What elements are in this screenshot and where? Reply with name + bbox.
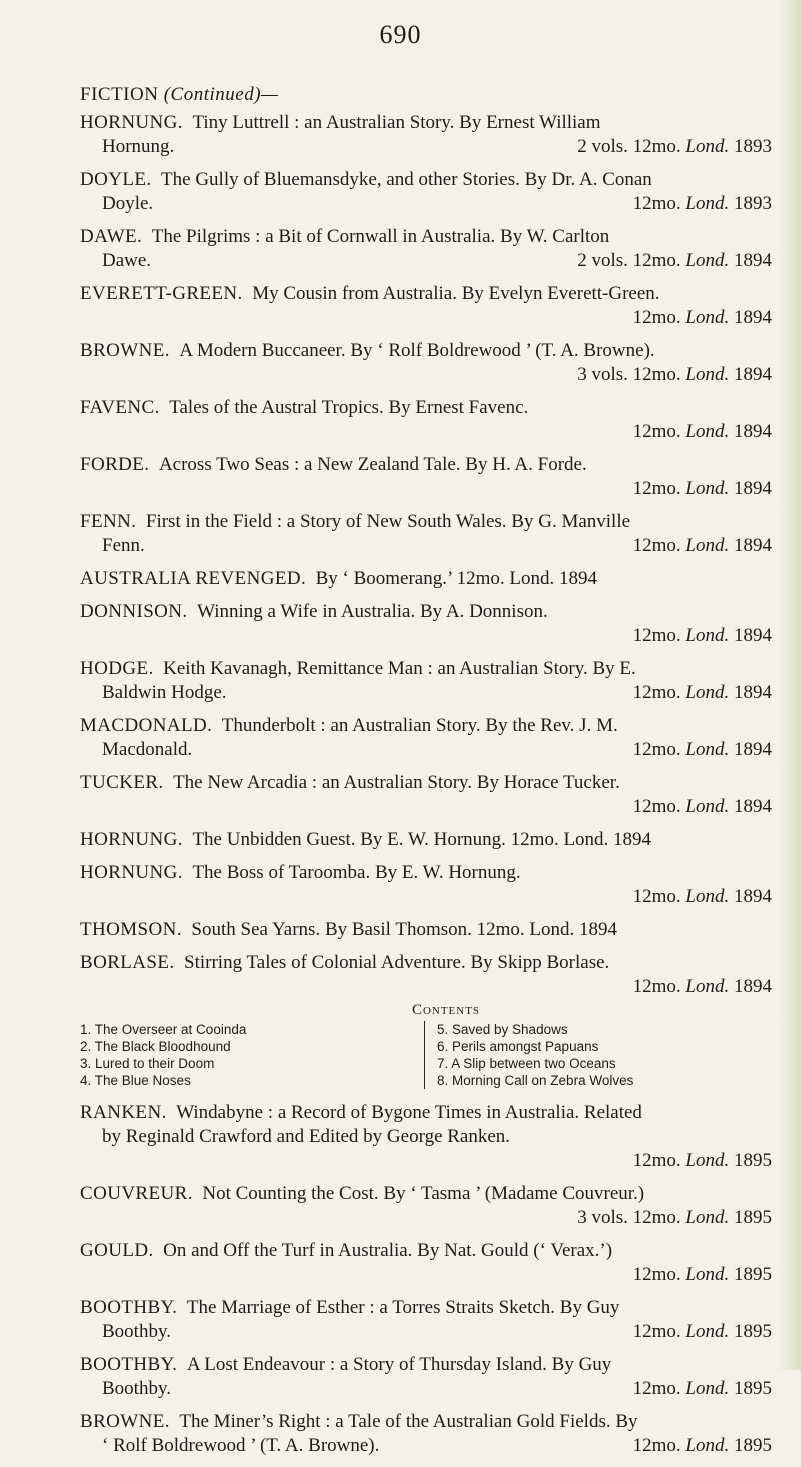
entry-year: 1894 [734, 625, 772, 646]
entry-year: 1895 [734, 1321, 772, 1342]
entry-place: Lond. [685, 307, 730, 328]
entry-continuation: Fenn. [102, 535, 145, 556]
entry-format: 12mo. [632, 535, 681, 556]
entry-title: The Pilgrims : a Bit of Cornwall in Australia. By W. Carlton [151, 226, 610, 247]
entry-place: Lond. [685, 535, 730, 556]
entry-first-line [80, 861, 772, 885]
entry-year: 1895 [734, 1150, 772, 1171]
contents-item: 1. The Overseer at Cooinda [80, 1022, 247, 1037]
entry-format: 12mo. [632, 739, 681, 760]
entry-format: 12mo. [632, 886, 681, 907]
entry-title: South Sea Yarns. By Basil Thomson. 12mo. Lond. 1894 [191, 919, 618, 940]
section-title: FICTION [80, 84, 159, 105]
entry-author: DONNISON. [80, 601, 188, 622]
page-number: 690 [379, 20, 422, 49]
entry-imprint [633, 534, 772, 558]
entry-format: 12mo. [632, 478, 681, 499]
entry-first-line [80, 1101, 772, 1125]
entry-continuation: by Reginald Crawford and Edited by George Ranken. [102, 1126, 511, 1147]
contents-left-column [80, 1021, 425, 1089]
entry-author: FORDE. [80, 454, 150, 475]
catalogue-entry [80, 1353, 772, 1401]
catalogue-entry [80, 714, 772, 762]
entry-second-line [80, 192, 772, 216]
entry-imprint [633, 795, 772, 819]
entry-first-line [80, 111, 772, 135]
entry-imprint [633, 306, 772, 330]
catalogue-entry [80, 951, 772, 999]
entry-imprint [633, 477, 772, 501]
entry-format: 12mo. [632, 625, 681, 646]
entry-title: Winning a Wife in Australia. By A. Donnison. [197, 601, 548, 622]
entry-first-line [80, 1239, 772, 1263]
entry-imprint [577, 1206, 772, 1230]
entry-format: 12mo. [632, 1150, 681, 1171]
entry-year: 1895 [734, 1207, 772, 1228]
entry-place: Lond. [685, 1435, 730, 1456]
entry-year: 1894 [734, 478, 772, 499]
entry-place: Lond. [685, 796, 730, 817]
entry-author: HODGE. [80, 658, 154, 679]
entry-imprint [633, 975, 772, 999]
entry-place: Lond. [685, 1264, 730, 1285]
entry-first-line [80, 225, 772, 249]
entry-format: 12mo. [632, 1264, 681, 1285]
entry-imprint [633, 1149, 772, 1173]
catalogue-entry [80, 1410, 772, 1458]
entry-title: By ‘ Boomerang.’ 12mo. Lond. 1894 [315, 568, 598, 589]
entry-continuation: Doyle. [102, 193, 154, 214]
entry-author: COUVREUR. [80, 1183, 193, 1204]
entry-format: 12mo. [632, 796, 681, 817]
contents-item: 2. The Black Bloodhound [80, 1039, 231, 1054]
catalogue-entry [80, 168, 772, 216]
entry-second-line [80, 363, 772, 387]
entry-first-line [80, 453, 772, 477]
entry-year: 1895 [734, 1378, 772, 1399]
entry-place: Lond. [685, 478, 730, 499]
entry-year: 1894 [734, 682, 772, 703]
catalogue-entry [80, 1296, 772, 1344]
entry-format: 2 vols. 12mo. [577, 136, 681, 157]
contents-right-column [425, 1021, 767, 1089]
section-heading [80, 84, 278, 106]
entry-year: 1894 [734, 886, 772, 907]
entry-title: First in the Field : a Story of New South Wales. By G. Manville [145, 511, 631, 532]
entry-first-line [80, 1296, 772, 1320]
entry-second-line [80, 477, 772, 501]
entry-format: 2 vols. 12mo. [577, 250, 681, 271]
entry-format: 3 vols. 12mo. [577, 364, 681, 385]
entry-first-line [80, 282, 772, 306]
entry-title: The Miner’s Right : a Tale of the Australian Gold Fields. By [179, 1411, 638, 1432]
entry-year: 1894 [734, 364, 772, 385]
entry-title: Across Two Seas : a New Zealand Tale. By H. A. Forde. [158, 454, 587, 475]
entry-first-line [80, 567, 772, 591]
entry-title: The Marriage of Esther : a Torres Straits Sketch. By Guy [186, 1297, 620, 1318]
contents-item: 3. Lured to their Doom [80, 1056, 215, 1071]
entry-first-line [80, 396, 772, 420]
entry-year: 1894 [734, 421, 772, 442]
entry-first-line [80, 1182, 772, 1206]
entry-place: Lond. [685, 1378, 730, 1399]
contents-block [80, 1002, 772, 1089]
entry-place: Lond. [685, 421, 730, 442]
entry-continuation: Boothby. [102, 1321, 171, 1342]
catalogue-entry [80, 828, 772, 852]
entry-second-line [80, 1377, 772, 1401]
catalogue-entry [80, 1239, 772, 1287]
entry-author: AUSTRALIA REVENGED. [80, 568, 307, 589]
entry-imprint [577, 249, 772, 273]
entry-format: 12mo. [632, 193, 681, 214]
entry-first-line [80, 600, 772, 624]
catalogue-entry [80, 657, 772, 705]
entry-second-line [80, 1206, 772, 1230]
entry-imprint [633, 1434, 772, 1458]
entry-first-line [80, 1410, 772, 1434]
entry-imprint [633, 681, 772, 705]
entry-second-line [80, 1263, 772, 1287]
entry-title: The Unbidden Guest. By E. W. Hornung. 12mo. Lond. 1894 [192, 829, 652, 850]
entry-second-line [80, 738, 772, 762]
entry-title: A Modern Buccaneer. By ‘ Rolf Boldrewood ’ (T. A. Browne). [179, 340, 655, 361]
contents-item: 4. The Blue Noses [80, 1073, 191, 1088]
catalogue-entry [80, 1182, 772, 1230]
catalogue-entry [80, 771, 772, 819]
entry-continuation: Macdonald. [102, 739, 193, 760]
entry-place: Lond. [685, 682, 730, 703]
catalogue-entry [80, 861, 772, 909]
catalogue-entry [80, 510, 772, 558]
entry-author: FAVENC. [80, 397, 160, 418]
contents-title: Contents [411, 1002, 481, 1018]
entry-title: My Cousin from Australia. By Evelyn Everett-Green. [252, 283, 660, 304]
entry-year: 1893 [734, 136, 772, 157]
entry-author: DAWE. [80, 226, 143, 247]
entry-second-line [80, 534, 772, 558]
entry-author: HORNUNG. [80, 829, 183, 850]
entry-title: On and Off the Turf in Australia. By Nat. Gould (‘ Verax.’) [163, 1240, 613, 1261]
entry-format: 12mo. [632, 976, 681, 997]
entry-first-line [80, 168, 772, 192]
catalogue-entry [80, 225, 772, 273]
entry-format: 12mo. [632, 682, 681, 703]
entry-title: The Gully of Bluemansdyke, and other Stories. By Dr. A. Conan [161, 169, 652, 190]
entry-author: HORNUNG. [80, 112, 183, 133]
entry-year: 1894 [734, 796, 772, 817]
entry-place: Lond. [685, 193, 730, 214]
entry-format: 12mo. [632, 1321, 681, 1342]
entry-first-line [80, 771, 772, 795]
entry-place: Lond. [685, 886, 730, 907]
entry-author: RANKEN. [80, 1102, 167, 1123]
entry-author: THOMSON. [80, 919, 182, 940]
entry-place: Lond. [685, 364, 730, 385]
entry-title: Tales of the Austral Tropics. By Ernest Favenc. [169, 397, 529, 418]
entry-place: Lond. [685, 136, 730, 157]
entry-continuation: Dawe. [102, 250, 152, 271]
entry-imprint [633, 624, 772, 648]
contents-item: 5. Saved by Shadows [437, 1022, 568, 1037]
entry-place: Lond. [685, 1321, 730, 1342]
entry-format: 3 vols. 12mo. [577, 1207, 681, 1228]
entry-author: GOULD. [80, 1240, 154, 1261]
entry-imprint [577, 363, 772, 387]
entry-imprint [633, 1263, 772, 1287]
entry-second-line [80, 1434, 772, 1458]
entry-format: 12mo. [632, 307, 681, 328]
catalogue-entry [80, 453, 772, 501]
entry-second-line [80, 795, 772, 819]
section-continued: (Continued)— [163, 84, 279, 105]
catalogue-entry [80, 111, 772, 159]
entry-second-line [80, 681, 772, 705]
entry-second-line [80, 885, 772, 909]
entry-title: Keith Kavanagh, Remittance Man : an Australian Story. By E. [163, 658, 636, 679]
entry-continuation: ‘ Rolf Boldrewood ’ (T. A. Browne). [102, 1435, 380, 1456]
catalogue-entry [80, 1101, 772, 1173]
entry-title: The New Arcadia : an Australian Story. By Horace Tucker. [173, 772, 620, 793]
entry-format: 12mo. [632, 421, 681, 442]
entry-format: 12mo. [632, 1378, 681, 1399]
entry-title: Not Counting the Cost. By ‘ Tasma ’ (Madame Couvreur.) [202, 1183, 645, 1204]
entry-second-line [80, 420, 772, 444]
contents-item: 6. Perils amongst Papuans [437, 1039, 599, 1054]
entry-title: Tiny Luttrell : an Australian Story. By Ernest William [192, 112, 601, 133]
entry-title: Windabyne : a Record of Bygone Times in Australia. Related [176, 1102, 642, 1123]
entry-first-line [80, 918, 772, 942]
catalogue-entry [80, 396, 772, 444]
entry-imprint [577, 135, 772, 159]
catalogue-entry [80, 282, 772, 330]
entry-place: Lond. [685, 625, 730, 646]
contents-item: 8. Morning Call on Zebra Wolves [437, 1073, 634, 1088]
entry-continuation: Boothby. [102, 1378, 171, 1399]
entry-second-line [80, 1320, 772, 1344]
entry-year: 1895 [734, 1264, 772, 1285]
catalogue-entry [80, 567, 772, 591]
entry-first-line [80, 1353, 772, 1377]
entry-author: BROWNE. [80, 1411, 170, 1432]
entry-continuation: Hornung. [102, 136, 175, 157]
entry-author: EVERETT-GREEN. [80, 283, 243, 304]
catalogue-entries [80, 111, 772, 1467]
entry-imprint [633, 420, 772, 444]
entry-imprint [633, 1377, 772, 1401]
entry-author: DOYLE. [80, 169, 152, 190]
entry-imprint [633, 192, 772, 216]
entry-first-line [80, 828, 772, 852]
entry-author: BOOTHBY. [80, 1354, 178, 1375]
entry-place: Lond. [685, 976, 730, 997]
entry-author: HORNUNG. [80, 862, 183, 883]
entry-first-line [80, 339, 772, 363]
entry-continuation: Baldwin Hodge. [102, 682, 227, 703]
entry-author: MACDONALD. [80, 715, 213, 736]
entry-year: 1894 [734, 250, 772, 271]
entry-place: Lond. [685, 1150, 730, 1171]
entry-author: BOOTHBY. [80, 1297, 178, 1318]
entry-year: 1893 [734, 193, 772, 214]
page-edge-shadow [777, 0, 801, 1370]
entry-year: 1895 [734, 1435, 772, 1456]
entry-year: 1894 [734, 976, 772, 997]
entry-second-line [80, 1125, 772, 1149]
entry-title: The Boss of Taroomba. By E. W. Hornung. [192, 862, 521, 883]
catalogue-entry [80, 600, 772, 648]
entry-format: 12mo. [632, 1435, 681, 1456]
entry-author: BORLASE. [80, 952, 175, 973]
entry-author: BROWNE. [80, 340, 170, 361]
entry-place: Lond. [685, 1207, 730, 1228]
entry-place: Lond. [685, 250, 730, 271]
entry-place: Lond. [685, 739, 730, 760]
entry-title: A Lost Endeavour : a Story of Thursday Island. By Guy [186, 1354, 612, 1375]
entry-title: Thunderbolt : an Australian Story. By the Rev. J. M. [221, 715, 618, 736]
catalogue-entry [80, 339, 772, 387]
entry-imprint [633, 885, 772, 909]
entry-second-line [80, 306, 772, 330]
entry-year: 1894 [734, 307, 772, 328]
entry-first-line [80, 657, 772, 681]
entry-first-line [80, 714, 772, 738]
entry-second-line [80, 624, 772, 648]
entry-year: 1894 [734, 535, 772, 556]
entry-imprint [633, 738, 772, 762]
entry-author: TUCKER. [80, 772, 164, 793]
entry-title: Stirring Tales of Colonial Adventure. By Skipp Borlase. [184, 952, 610, 973]
entry-imprint [633, 1320, 772, 1344]
entry-third-line [80, 1149, 772, 1173]
entry-second-line [80, 249, 772, 273]
entry-author: FENN. [80, 511, 137, 532]
contents-item: 7. A Slip between two Oceans [437, 1056, 616, 1071]
entry-first-line [80, 951, 772, 975]
entry-first-line [80, 510, 772, 534]
entry-second-line [80, 135, 772, 159]
entry-year: 1894 [734, 739, 772, 760]
catalogue-entry [80, 918, 772, 942]
entry-second-line [80, 975, 772, 999]
